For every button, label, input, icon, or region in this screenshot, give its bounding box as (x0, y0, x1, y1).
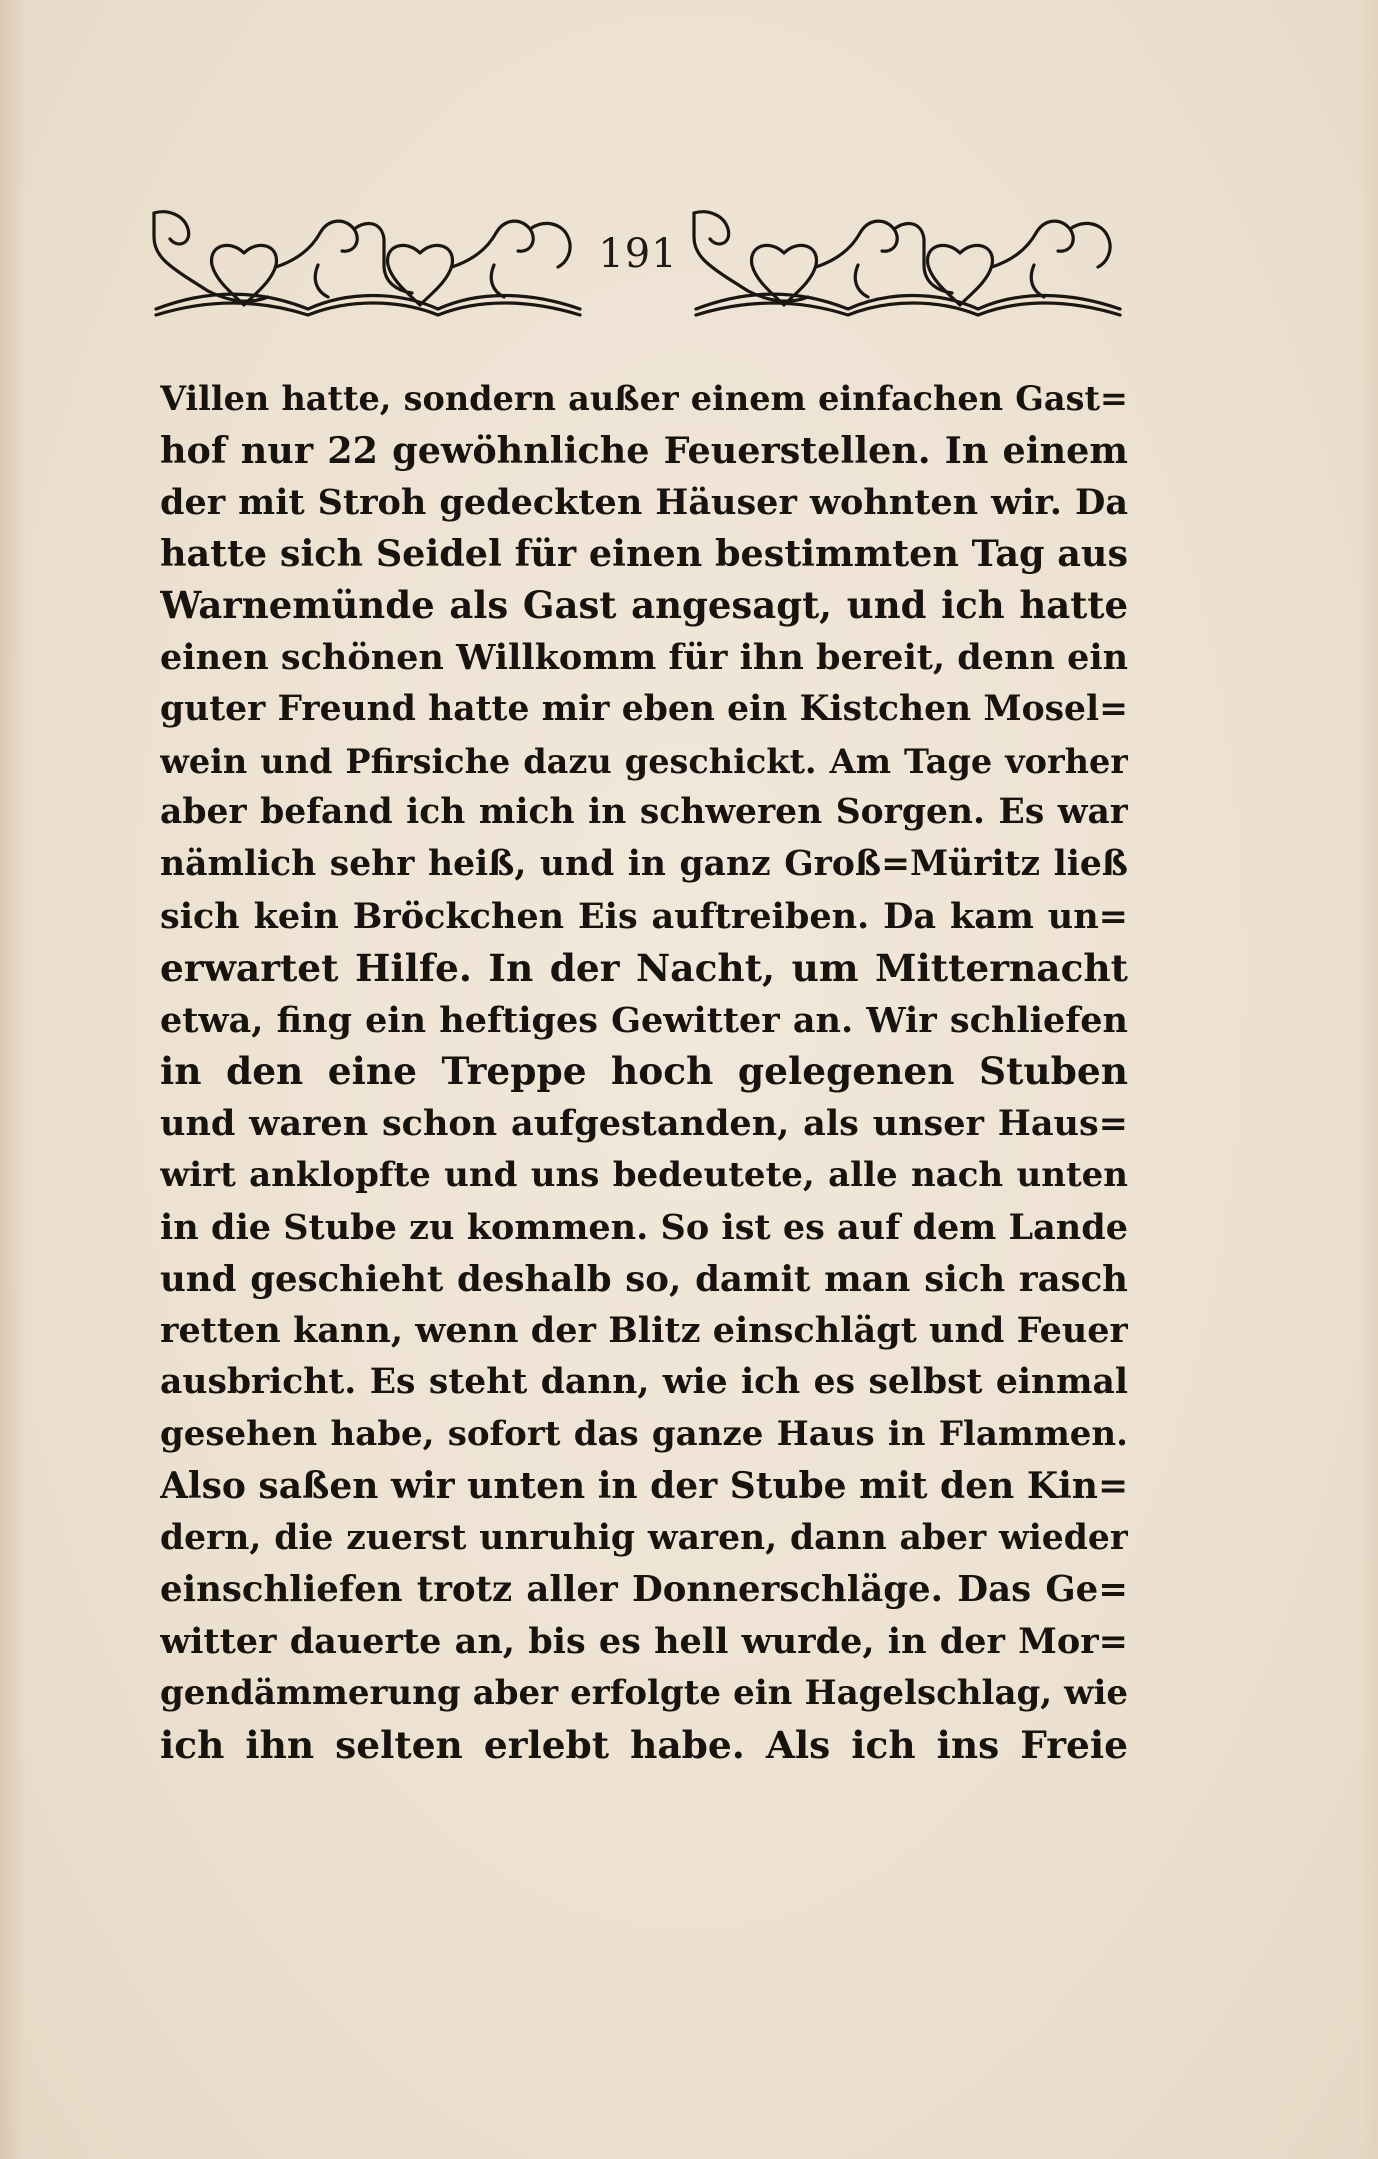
text-line: aber befand ich mich in schweren Sorgen. Es war (160, 792, 1128, 833)
text-line: und geschieht deshalb so, damit man sich rasch (160, 1258, 1128, 1300)
page-edge-shadow-right (1360, 0, 1378, 2159)
text-line: in die Stube zu kommen. So ist es auf dem Lande (160, 1206, 1128, 1248)
text-line: hatte sich Seidel für einen bestimmten Tag aus (160, 532, 1128, 576)
text-line: einschliefen trotz aller Donnerschläge. Das Ge= (160, 1569, 1128, 1611)
text-line: Villen hatte, sondern außer einem einfachen Gast= (160, 379, 1128, 418)
text-line: erwartet Hilfe. In der Nacht, um Mitternacht (160, 945, 1128, 990)
text-line: und waren schon aufgestanden, als unser Haus= (160, 1103, 1128, 1145)
text-line: hof nur 22 gewöhnliche Feuerstellen. In einem (160, 428, 1128, 472)
text-line: einen schönen Willkomm für ihn bereit, denn ein (160, 636, 1128, 678)
text-line: etwa, fing ein heftiges Gewitter an. Wir schliefen (160, 999, 1128, 1041)
text-line: wirt anklopfte und uns bedeutete, alle nach unten (160, 1154, 1128, 1195)
text-line: retten kann, wenn der Blitz einschlägt und Feuer (160, 1310, 1128, 1352)
page-header (148, 205, 1148, 320)
text-line: gesehen habe, sofort das ganze Haus in Flammen. (160, 1413, 1128, 1454)
page-number: 191 (598, 231, 678, 277)
ornament-left-icon (148, 205, 588, 320)
ornament-right-icon (688, 205, 1128, 320)
text-line: gendämmerung aber erfolgte ein Hagelschlag, wie (160, 1672, 1128, 1713)
body-text (160, 373, 1128, 1772)
text-line: witter dauerte an, bis es hell wurde, in der Mor= (160, 1621, 1128, 1663)
text-line: der mit Stroh gedeckten Häuser wohnten wir. Da (160, 481, 1128, 523)
page-edge-shadow-left (0, 0, 26, 2159)
text-line: Also saßen wir unten in der Stube mit den Kin= (160, 1464, 1128, 1507)
text-line: ich ihn selten erlebt habe. Als ich ins Freie (160, 1722, 1128, 1767)
text-line: Warnemünde als Gast angesagt, und ich hatte (160, 583, 1128, 628)
text-line: sich kein Bröckchen Eis auftreiben. Da kam un= (160, 895, 1128, 937)
text-line: guter Freund hatte mir eben ein Kistchen Mosel= (160, 688, 1128, 729)
text-line: nämlich sehr heiß, und in ganz Groß=Müritz ließ (160, 844, 1128, 885)
text-line: wein und Pfirsiche dazu geschickt. Am Tage vorher (160, 741, 1128, 781)
text-line: ausbricht. Es steht dann, wie ich es selbst einmal (160, 1362, 1128, 1403)
text-line: dern, die zuerst unruhig waren, dann aber wieder (160, 1517, 1128, 1558)
text-line: in den eine Treppe hoch gelegenen Stuben (160, 1049, 1128, 1094)
